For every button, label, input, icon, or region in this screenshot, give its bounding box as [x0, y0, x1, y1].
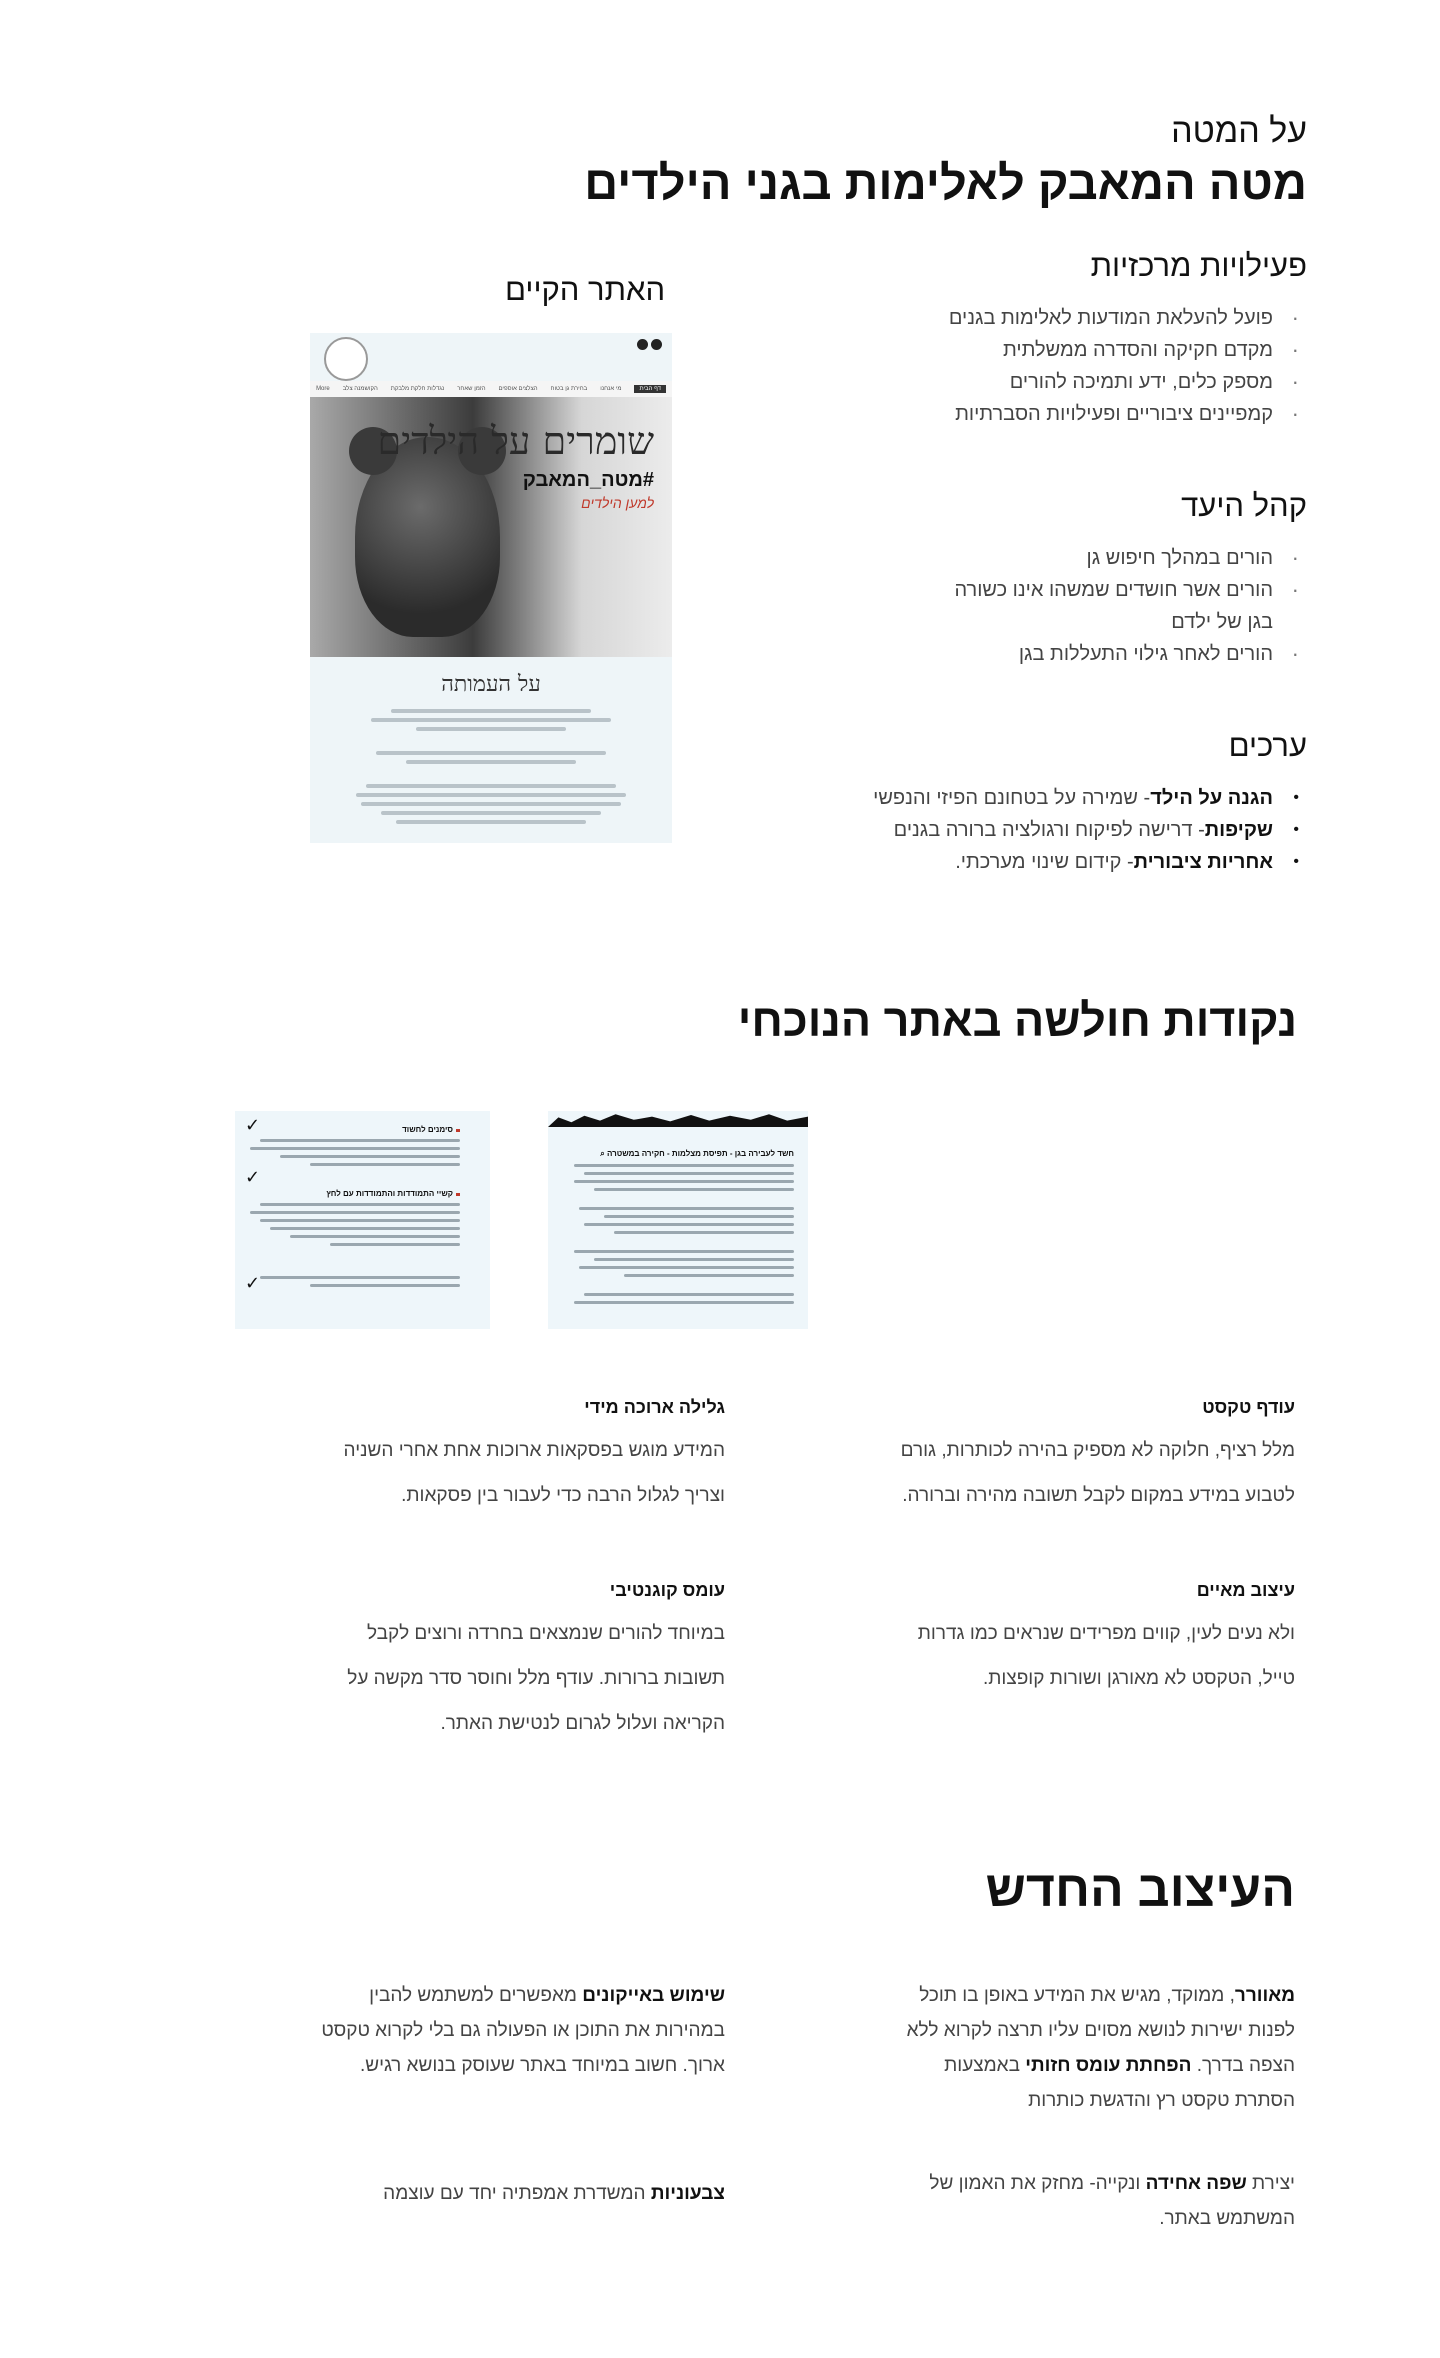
new-design-header: העיצוב החדש — [985, 1861, 1295, 1917]
checkmark-icon: ✓ — [245, 1167, 261, 1187]
weak-item-long-scroll — [305, 1397, 725, 1518]
list-item: • שקיפות- דרישה לפיקוח ורגולציה ברורה בגנים — [827, 814, 1273, 846]
mock-nav-item: More — [316, 386, 330, 392]
values-title: ערכים — [1228, 728, 1307, 763]
new-design-point-unified: יצירת שפה אחידה ונקייה- מחזק את האמון של המשתמש באתר. — [929, 2173, 1295, 2229]
mock-nav-item: מי אנחנו — [600, 386, 622, 392]
weak-screenshot-2: חשד לעבירה בגן - תפיסת מצלמות - חקירה במשטרה ⌕ — [548, 1111, 808, 1329]
search-icon: ⌕ — [600, 1149, 605, 1158]
decorative-fence — [548, 1111, 808, 1127]
mock-nav-item: הקושמנה צלב — [342, 386, 378, 392]
values-list — [827, 782, 1307, 878]
existing-site-screenshot — [310, 333, 672, 843]
mock-nav-item: נגדלות חלקת מלבקת — [390, 386, 445, 392]
mock-header — [310, 333, 672, 381]
mock-nav-item: הזמן שאחר — [457, 386, 486, 392]
list-item: · קמפיינים ציבוריים ופעילויות הסברתיות — [887, 398, 1273, 430]
activities-section — [887, 248, 1307, 430]
weak-item-title: עיצוב מאיים — [1196, 1580, 1295, 1600]
new-design-point-colors: צבעוניות המשדרת אמפתיה יחד עם עוצמה — [383, 2183, 725, 2204]
weak-item-line: טייל, הטקסט לא מאורגן ושורות קופצות. — [983, 1668, 1295, 1689]
list-item: • אחריות ציבורית- קידום שינוי מערכתי. — [827, 846, 1273, 878]
list-item: · פועל להעלאת המודעות לאלימות בגנים — [887, 302, 1273, 334]
new-design-point-icons: שימוש באייקונים מאפשרים למשתמש להבין במהירות את התוכן או הפעולה גם בלי לקרוא טקסט ארוך. חשוב במיוחד באתר שעוסק בנושא רגיש. — [321, 1985, 725, 2076]
existing-site-title: האתר הקיים — [505, 272, 666, 307]
mock-nav — [310, 381, 672, 397]
facebook-icon — [637, 339, 648, 350]
mock-nav-item: הצלצים אוספים — [498, 386, 538, 392]
audience-title: קהל היעד — [1181, 488, 1307, 523]
logo — [324, 337, 368, 381]
weak-item-line: במיוחד להורים שנמצאים בחרדה ורוצים לקבל — [367, 1623, 725, 1644]
list-item: · הורים אשר חושדים שמשהו אינו כשורה בגן של ילדם — [947, 574, 1273, 638]
weak-item-line: וצריך לגלול הרבה כדי לעבור בין פסקאות. — [401, 1485, 725, 1506]
weak-item-threatening-design — [875, 1580, 1295, 1701]
activities-title: פעילויות מרכזיות — [1090, 248, 1307, 283]
list-item: · מקדם חקיקה והסדרה ממשלתית — [887, 334, 1273, 366]
weak-item-text-overload — [875, 1397, 1295, 1518]
list-item: • הגנה על הילד- שמירה על בטחונם הפיזי והנפשי — [827, 782, 1273, 814]
teddy-bear-image — [355, 437, 500, 637]
about-header — [584, 112, 1307, 210]
mock-body — [310, 657, 672, 837]
audience-list — [947, 542, 1307, 670]
list-item: · הורים לאחר גילוי התעללות בגן — [947, 638, 1273, 670]
weak-item-line: לטבוע במידע במקום לקבל תשובה מהירה וברורה. — [902, 1485, 1295, 1506]
mock-nav-item: בחירת גן בטוח — [550, 386, 588, 392]
mock-hero-image — [310, 397, 672, 657]
about-label: על המטה — [1171, 112, 1307, 150]
new-design-point-airy: מאוורר, ממוקד, מגיש את המידע באופן בו תוכל לפנות ישירות לנושא מסוים עליו תרצה לקרוא ללא הצפה בדרך. הפחתת עומס חזותי באמצעות הסתרת טקסט רץ והדגשת כותרות — [906, 1985, 1295, 2111]
activities-list — [887, 302, 1307, 430]
audience-section — [947, 488, 1307, 670]
weak-item-title: גלילה ארוכה מידי — [584, 1397, 725, 1417]
weak-points-header: נקודות חולשה באתר הנוכחי — [737, 995, 1297, 1046]
mock-about-title: על העמותה — [441, 672, 541, 697]
mock-nav-item: דף הבית — [634, 385, 666, 393]
weak-item-title: עומס קוגנטיבי — [609, 1580, 725, 1600]
weak-item-line: המידע מוגש בפסקאות ארוכות אחת אחרי השניה — [343, 1440, 725, 1461]
page-title: מטה המאבק לאלימות בגני הילדים — [584, 156, 1307, 209]
weak-item-cognitive-load — [305, 1580, 725, 1746]
weak-item-line: ולא נעים לעין, קווים מפרידים שנראים כמו גדרות — [917, 1623, 1295, 1644]
mock-hero-tag: #מטה_המאבק — [522, 469, 654, 491]
instagram-icon — [651, 339, 662, 350]
mock-hero-subtitle: למען הילדים — [581, 495, 654, 511]
checkmark-icon: ✓ — [245, 1115, 261, 1135]
values-section — [827, 728, 1307, 878]
weak-item-line: מלל רציף, חלוקה לא מספיק בהירה לכותרות, גורם — [900, 1440, 1295, 1461]
weak-item-title: עודף טקסט — [1202, 1397, 1295, 1417]
weak-item-line: תשובות ברורות. עודף מלל וחוסר סדר מקשה על — [347, 1668, 725, 1689]
list-item: · מספק כלים, ידע ותמיכה להורים — [887, 366, 1273, 398]
weak-screenshot-1: סימנים לחשוד קשיי התמודדות והתמודדות עם לחץ ✓ ✓ ✓ — [235, 1111, 490, 1329]
mock-hero-title: שומרים על הילדים — [377, 419, 654, 463]
list-item: · הורים במהלך חיפוש גן — [947, 542, 1273, 574]
checkmark-icon: ✓ — [245, 1273, 261, 1293]
weak-item-line: הקריאה ועלול לגרום לנטישת האתר. — [440, 1713, 725, 1734]
